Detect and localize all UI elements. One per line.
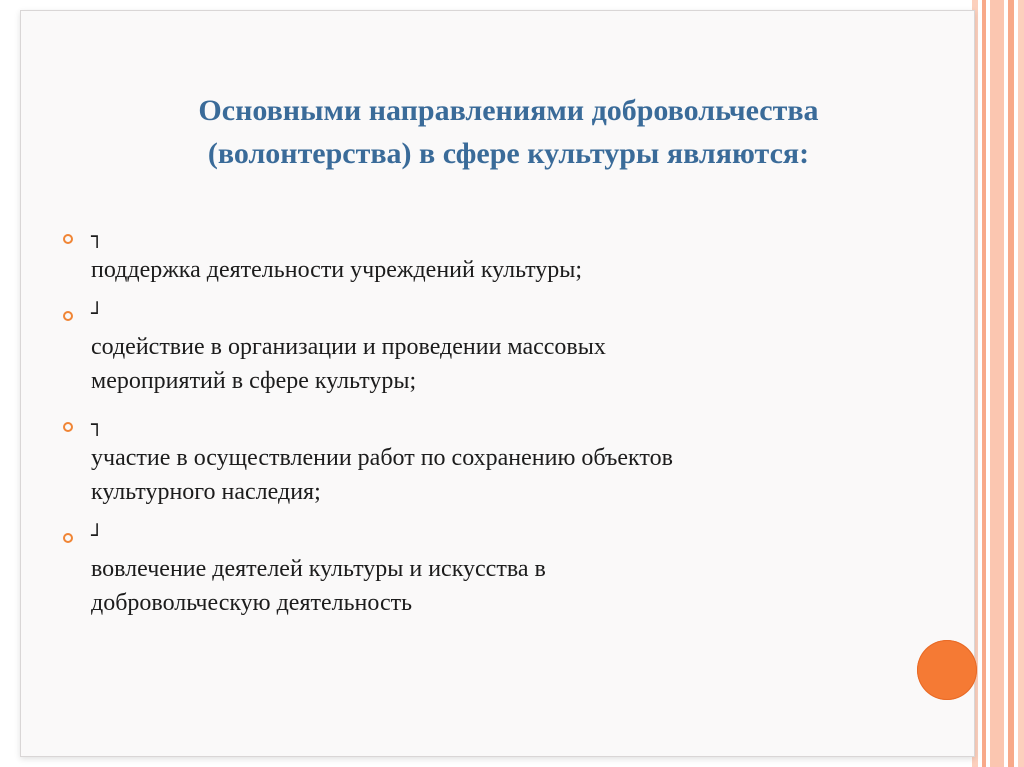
list-item-line: мероприятий в сфере культуры; bbox=[91, 368, 417, 394]
bullet-list bbox=[63, 219, 893, 629]
list-item-line: добровольческую деятельность bbox=[91, 590, 413, 616]
list-item-line bbox=[91, 407, 893, 475]
list-item bbox=[63, 518, 893, 620]
decorative-stripes bbox=[972, 0, 1024, 767]
list-item-line-text: содействие в организации и проведении массовых bbox=[91, 334, 606, 360]
list-item-text bbox=[91, 296, 893, 398]
slide-title-line: (волонтерства) в сфере культуры являются: bbox=[207, 137, 810, 170]
list-item-line-text: участие в осуществлении работ по сохранению объектов bbox=[91, 445, 673, 471]
list-item-text bbox=[91, 518, 893, 620]
stripe bbox=[982, 0, 986, 767]
list-item-line bbox=[91, 518, 893, 586]
list-item-text bbox=[91, 407, 893, 509]
slide-title-line: Основными направлениями добровольчества bbox=[198, 94, 819, 127]
list-item-line: культурного наследия; bbox=[91, 479, 321, 505]
bullet-circle-icon bbox=[63, 533, 73, 543]
box-glyph-icon: ┘ bbox=[91, 301, 104, 325]
bullet-circle-icon bbox=[63, 234, 73, 244]
slide-panel bbox=[20, 10, 975, 757]
list-item-line-text: поддержка деятельности учреждений культуры; bbox=[91, 257, 583, 283]
list-item bbox=[63, 296, 893, 398]
stripe bbox=[990, 0, 1004, 767]
bullet-circle-icon bbox=[63, 422, 73, 432]
slide-title bbox=[61, 89, 956, 175]
list-item-line-text: вовлечение деятелей культуры и искусства в bbox=[91, 556, 546, 582]
list-item bbox=[63, 407, 893, 509]
list-item-line bbox=[91, 219, 893, 287]
box-glyph-icon: ┘ bbox=[91, 523, 104, 547]
decorative-circle bbox=[917, 640, 977, 700]
list-item bbox=[63, 219, 893, 287]
box-glyph-icon: ┐ bbox=[91, 412, 104, 436]
stripe bbox=[1018, 0, 1024, 767]
stripe bbox=[1008, 0, 1014, 767]
box-glyph-icon: ┐ bbox=[91, 224, 104, 248]
list-item-text bbox=[91, 219, 893, 287]
bullet-circle-icon bbox=[63, 311, 73, 321]
list-item-line bbox=[91, 296, 893, 364]
